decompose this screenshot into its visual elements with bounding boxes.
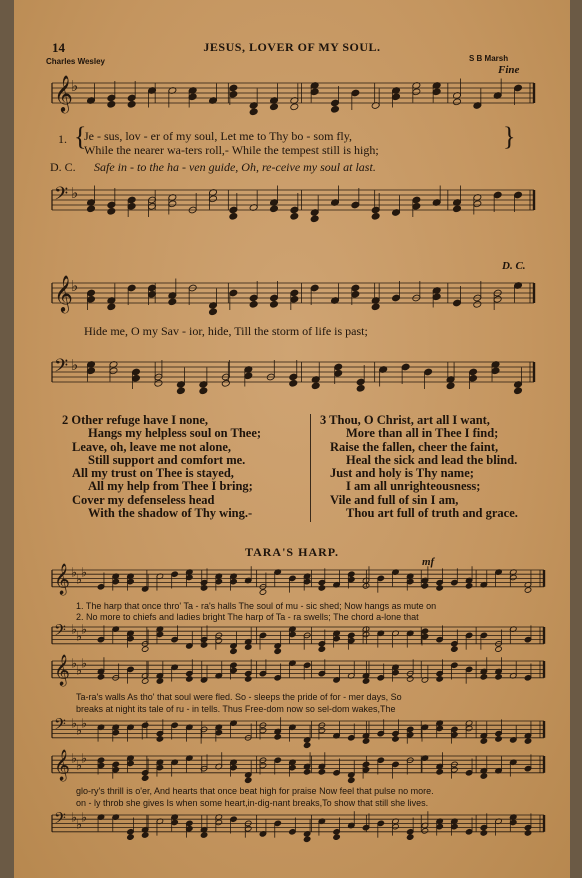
- verse-2-line: All my trust on Thee is stayed,: [72, 466, 234, 481]
- flat-icon: ♭: [81, 715, 87, 731]
- flat-icon: ♭: [81, 750, 87, 766]
- flat-icon: ♭: [71, 184, 79, 202]
- note-head: [333, 834, 341, 840]
- lyric-line-1: Je - sus, lov - er of my soul, Let me to Thy bo - som fly,: [84, 129, 352, 143]
- flat-icon: ♭: [71, 750, 77, 766]
- verse-3-line: Vile and full of sin I am,: [330, 492, 459, 507]
- verse-2-line: Leave, oh, leave me not alone,: [72, 439, 232, 454]
- verse-brace-right: }: [503, 122, 516, 151]
- note-head: [480, 830, 488, 836]
- verse-brace-left: {: [74, 122, 87, 151]
- bass-clef-icon: 𝄢: [54, 356, 69, 381]
- flat-icon: ♭: [76, 662, 82, 678]
- bass-clef-icon: 𝄢: [54, 715, 66, 737]
- dc-lyric-line: Safe in - to the ha - ven guide, Oh, re-ceive my soul at last.: [94, 160, 376, 174]
- flat-icon: ♭: [71, 621, 77, 637]
- treble-clef-icon: 𝄞: [54, 74, 73, 112]
- verse-marker: 1.: [58, 132, 67, 146]
- note-head: [303, 836, 311, 842]
- bass-clef-icon: 𝄢: [54, 809, 66, 831]
- tara-lyric-line: on - ly throb she gives Is when some heart,in-dig-nant breaks,To show that still she lives.: [76, 798, 429, 808]
- verse-3-line: 3 Thou, O Christ, art all I want,: [320, 413, 490, 427]
- bass-clef-icon: 𝄢: [54, 621, 66, 643]
- bass-clef-icon: 𝄢: [54, 184, 69, 209]
- tara-lyric-line: 1. The harp that once thro' Ta - ra's halls The soul of mu - sic shed; Now hangs as mute on: [76, 601, 437, 611]
- note-head: [200, 832, 208, 838]
- note-head: [141, 832, 149, 838]
- flat-icon: ♭: [71, 655, 77, 671]
- verse-3-line: More than all in Thee I find;: [346, 426, 499, 441]
- treble-clef-icon: 𝄞: [54, 563, 70, 595]
- flat-icon: ♭: [71, 356, 79, 374]
- flat-icon: ♭: [76, 816, 82, 832]
- hymn-2-title: TARA'S HARP.: [244, 545, 339, 559]
- verse-2-line: Cover my defenseless head: [72, 492, 215, 507]
- refrain-lyric: Hide me, O my Sav - ior, hide, Till the storm of life is past;: [84, 324, 368, 338]
- verse-3-line: Just and holy is Thy name;: [330, 466, 474, 481]
- note-head: [524, 830, 532, 836]
- verse-3-line: Thou art full of truth and grace.: [346, 506, 518, 521]
- verse-2-line: Hangs my helpless soul on Thee;: [88, 426, 262, 441]
- treble-clef-icon: 𝄞: [54, 274, 73, 312]
- tara-lyric-line: breaks at night its tale of ru - in tells. Thus Free-dom now so sel-dom wakes,The: [76, 704, 396, 714]
- tara-lyric-line: 2. No more to chiefs and ladies bright The harp of Ta - ra swells; The chord a-lone that: [76, 612, 419, 622]
- flat-icon: ♭: [81, 621, 87, 637]
- verse-2-line: All my help from Thee I bring;: [88, 479, 253, 494]
- flat-icon: ♭: [71, 564, 77, 580]
- hymn-title: JESUS, LOVER OF MY SOUL.: [203, 40, 381, 54]
- flat-icon: ♭: [81, 655, 87, 671]
- flat-icon: ♭: [76, 757, 82, 773]
- verse-2-line: Still support and comfort me.: [88, 452, 246, 467]
- treble-clef-icon: 𝄞: [54, 654, 70, 686]
- note-head: [127, 834, 135, 840]
- lyric-line-2: While the nearer wa-ters roll,- While the tempest still is high;: [84, 143, 379, 157]
- flat-icon: ♭: [71, 277, 79, 295]
- tara-lyric-line: Ta-ra's walls As tho' that soul were fled. So - sleeps the pride of for - mer days, So: [76, 692, 402, 702]
- note-head: [421, 828, 429, 834]
- hymn-composer: S B Marsh: [469, 54, 509, 63]
- verse-3-line: Heal the sick and lead the blind.: [346, 452, 518, 467]
- staff-system-5-bass: [14, 0, 570, 878]
- verse-3-line: I am all unrighteousness;: [346, 479, 481, 494]
- fine-mark: Fine: [498, 64, 520, 76]
- verse-2-line: With the shadow of Thy wing.-: [88, 506, 253, 521]
- flat-icon: ♭: [71, 715, 77, 731]
- flat-icon: ♭: [81, 564, 87, 580]
- verse-3-line: Raise the fallen, cheer the faint,: [330, 439, 499, 454]
- flat-icon: ♭: [76, 628, 82, 644]
- flat-icon: ♭: [71, 809, 77, 825]
- flat-icon: ♭: [71, 77, 79, 95]
- hymn-author: Charles Wesley: [46, 57, 105, 66]
- tara-lyric-line: glo-ry's thrill is o'er, And hearts that once beat high for praise Now feel that pulse no more.: [76, 786, 434, 796]
- hymnal-page: [14, 0, 570, 878]
- flat-icon: ♭: [81, 809, 87, 825]
- note-head: [406, 834, 414, 840]
- treble-clef-icon: 𝄞: [54, 749, 70, 781]
- verse-2-line: 2 Other refuge have I none,: [62, 413, 209, 427]
- dc-label: D. C.: [50, 160, 76, 174]
- flat-icon: ♭: [76, 722, 82, 738]
- dc-mark: D. C.: [502, 260, 526, 272]
- page-number: 14: [52, 40, 65, 55]
- flat-icon: ♭: [76, 571, 82, 587]
- dynamic-mf: mf: [422, 556, 435, 568]
